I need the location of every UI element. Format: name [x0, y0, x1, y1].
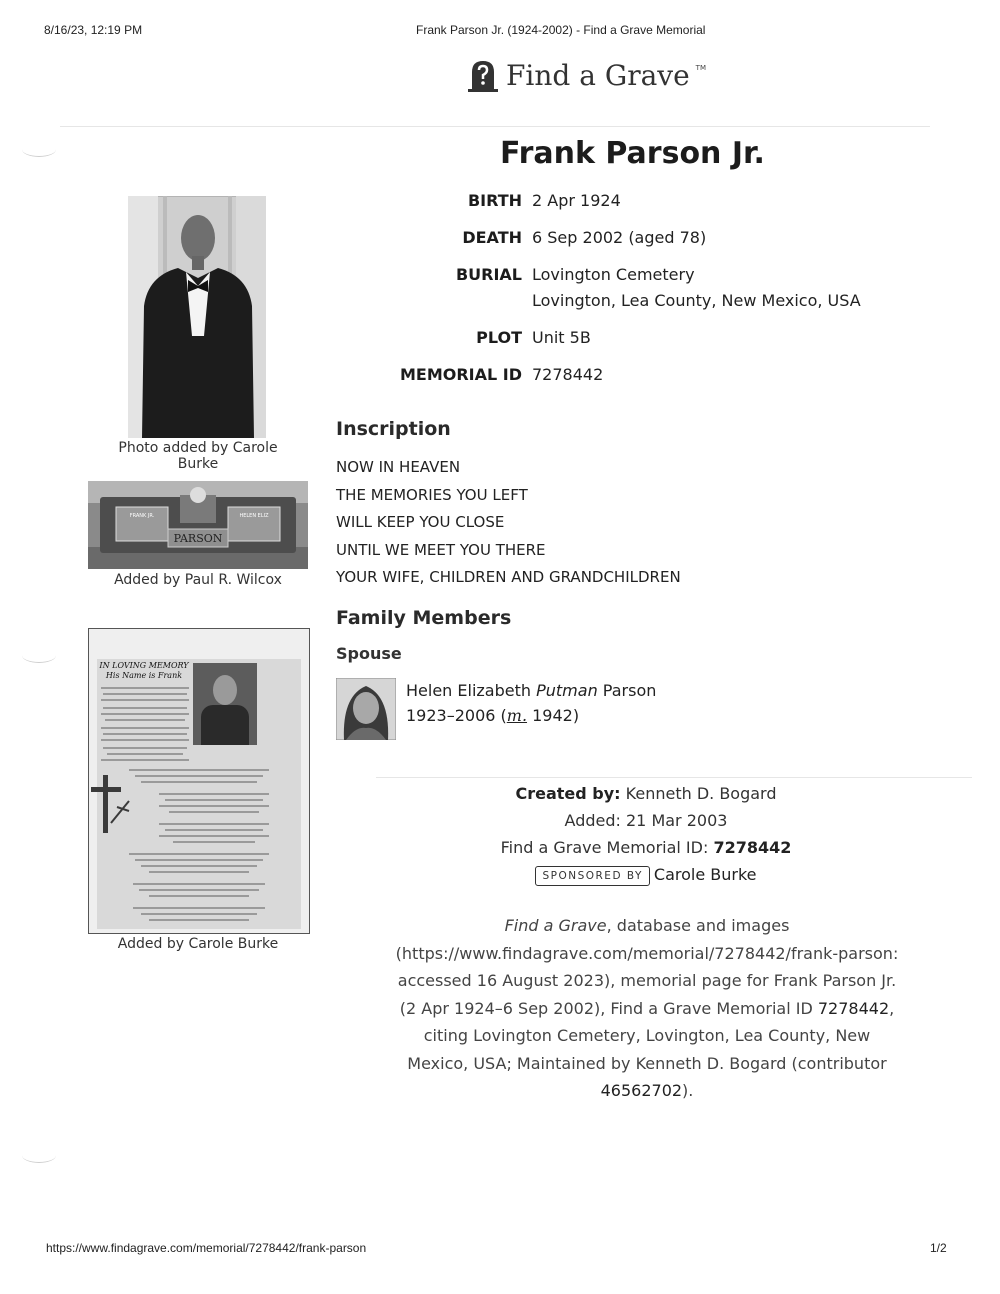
fact-plot — [380, 325, 900, 351]
headstone-caption: Added by Paul R. Wilcox — [114, 572, 282, 588]
inscription-title: Inscription — [336, 418, 451, 440]
fact-label: MEMORIAL ID — [399, 365, 522, 384]
sponsor-name[interactable]: Carole Burke — [653, 865, 757, 884]
spouse-last-name: Parson — [602, 681, 657, 700]
print-page-number: 1/2 — [930, 1241, 947, 1255]
citation-source: Find a Grave — [504, 916, 607, 935]
fact-death — [380, 225, 900, 251]
header-divider — [60, 126, 930, 127]
binder-hole-middle — [22, 648, 56, 663]
memorial-facts — [380, 188, 900, 399]
birth-date: 2 Apr 1924 — [532, 191, 621, 210]
spouse-photo[interactable] — [336, 678, 396, 740]
fact-memorial-id — [380, 362, 900, 388]
fact-burial — [380, 262, 900, 314]
memorial-card-caption: Added by Carole Burke — [117, 936, 279, 952]
find-a-grave-logo[interactable] — [466, 58, 706, 92]
inscription-line: UNTIL WE MEET YOU THERE — [336, 540, 546, 559]
citation-part-1: , database and images (https://www.findagrave.com/memorial/7278442/frank-parson: accessed 16 August 2023), memorial page for Frank Parson Jr. (2 Apr 1924–6 Sep 2002), Find a Grave Memorial ID — [395, 916, 899, 1018]
headstone-logo-icon — [466, 58, 500, 92]
fact-label: PLOT — [476, 328, 522, 347]
fact-birth — [380, 188, 900, 214]
memorial-id-value: 7278442 — [532, 365, 604, 384]
memorial-card-heading — [95, 661, 193, 681]
inscription-line: WILL KEEP YOU CLOSE — [336, 513, 505, 531]
citation-text — [392, 912, 902, 1105]
fact-label: BURIAL — [455, 265, 522, 284]
memorial-card-photo[interactable] — [88, 628, 310, 934]
created-divider — [376, 777, 972, 778]
death-date: 6 Sep 2002 (aged 78) — [532, 228, 707, 247]
portrait-photo[interactable] — [128, 196, 266, 438]
family-members-title: Family Members — [336, 607, 512, 629]
headstone-photo[interactable] — [88, 481, 308, 569]
fact-label: DEATH — [462, 228, 522, 247]
citation-part-2: , citing Lovington Cemetery, Lovington, Lea County, New Mexico, USA; Maintained by Kenneth D. Bogard (contributor — [407, 998, 895, 1073]
card-heading-line-2: His Name is Frank — [105, 671, 183, 680]
spouse-entry[interactable] — [406, 678, 656, 728]
added-date: Added: 21 Mar 2003 — [564, 811, 728, 830]
portrait-caption: Photo added by Carole Burke — [118, 440, 278, 472]
fact-label: BIRTH — [467, 191, 522, 210]
binder-hole-bottom — [22, 1148, 56, 1163]
citation-part-3: ). — [682, 1081, 694, 1100]
created-by-name[interactable]: Kenneth D. Bogard — [625, 784, 777, 803]
spouse-dates: 1923–2006 (m. 1942) — [406, 706, 580, 725]
print-footer-url: https://www.findagrave.com/memorial/7278442/frank-parson — [46, 1241, 367, 1255]
memorial-name: Frank Parson Jr. — [500, 136, 765, 171]
created-block — [376, 780, 916, 888]
marriage-year: 1942 — [532, 706, 573, 725]
logo-trademark: TM — [695, 64, 706, 72]
plot-value: Unit 5B — [532, 328, 591, 347]
citation-id: 7278442 — [817, 998, 890, 1018]
spouse-name[interactable] — [406, 678, 656, 703]
cross-icon — [91, 775, 129, 833]
burial-cemetery-link[interactable]: Lovington Cemetery — [532, 265, 695, 284]
headstone-family-name: PARSON — [173, 532, 223, 545]
inscription-line: YOUR WIFE, CHILDREN AND GRANDCHILDREN — [336, 568, 681, 586]
memorial-id-number: 7278442 — [713, 838, 792, 857]
spouse-lifespan: 1923–2006 — [406, 706, 496, 725]
marriage-symbol: m. — [506, 706, 528, 725]
print-datetime: 8/16/23, 12:19 PM — [44, 23, 143, 37]
created-by-label: Created by: — [515, 784, 621, 803]
headstone-plaque-left: FRANK JR. — [129, 513, 155, 519]
citation-contributor: 46562702 — [600, 1081, 683, 1100]
headstone-plaque-right: HELEN ELIZ — [239, 513, 269, 519]
spouse-maiden-name: Putman — [536, 681, 598, 700]
memorial-card-text-lines — [89, 683, 309, 933]
print-page-title: Frank Parson Jr. (1924-2002) - Find a Grave Memorial — [416, 23, 706, 37]
inscription-line: NOW IN HEAVEN — [336, 458, 461, 476]
inscription-line: THE MEMORIES YOU LEFT — [336, 485, 528, 504]
memorial-id-label: Find a Grave Memorial ID: — [500, 838, 709, 857]
burial-location-link[interactable]: Lovington, Lea County, New Mexico, USA — [532, 291, 861, 310]
binder-hole-top — [22, 142, 56, 157]
inscription-text — [336, 454, 681, 592]
logo-wordmark: Find a Grave — [506, 58, 690, 92]
card-heading-line-1: IN LOVING MEMORY — [99, 661, 189, 670]
sponsored-by-badge: SPONSORED BY — [535, 866, 649, 886]
spouse-label: Spouse — [336, 644, 402, 663]
spouse-first-name: Helen Elizabeth — [406, 681, 532, 700]
